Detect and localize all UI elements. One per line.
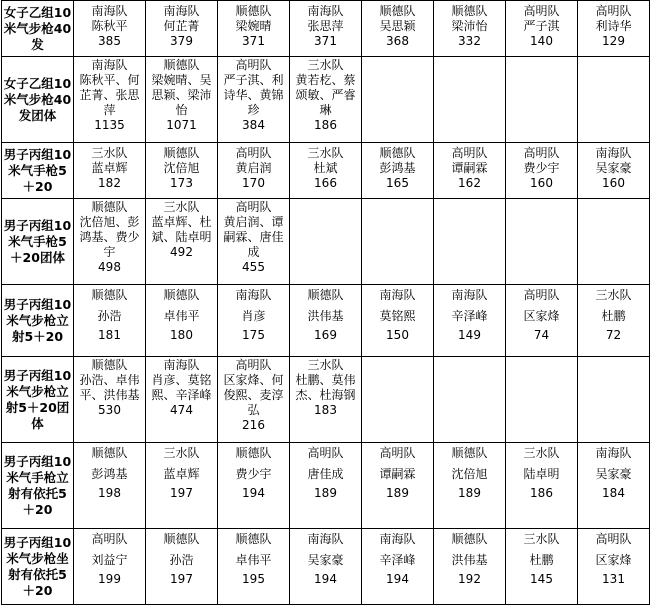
- empty-cell: [434, 357, 506, 443]
- result-row: [2, 443, 650, 529]
- result-cell: [218, 357, 290, 443]
- result-cell: [146, 529, 218, 605]
- result-cell: [290, 1, 362, 57]
- result-cell: [74, 1, 146, 57]
- result-row: [2, 57, 650, 143]
- score: 192: [458, 572, 481, 586]
- athlete-names: 区家烽、何俊熙、麦淳弘: [223, 373, 284, 417]
- result-cell: [146, 443, 218, 529]
- empty-cell: [434, 199, 506, 285]
- athlete-names: 区家烽: [523, 309, 560, 323]
- empty-cell: [578, 57, 650, 143]
- empty-cell: [434, 57, 506, 143]
- score: 189: [314, 486, 337, 500]
- score: 379: [170, 34, 193, 48]
- team-name: 南海队: [163, 358, 200, 372]
- athlete-names: 严子淇、利诗华、黄锦珍: [223, 73, 284, 117]
- score: 184: [602, 486, 625, 500]
- athlete-names: 唐佳成: [307, 467, 344, 481]
- score: 173: [170, 176, 193, 190]
- athlete-names: 吴思颖: [379, 19, 416, 33]
- team-name: 南海队: [307, 532, 344, 546]
- empty-cell: [506, 57, 578, 143]
- result-cell: [290, 285, 362, 357]
- score: 175: [242, 328, 265, 342]
- score: 194: [386, 572, 409, 586]
- score: 197: [170, 572, 193, 586]
- score: 498: [98, 260, 121, 274]
- team-name: 高明队: [91, 532, 128, 546]
- team-name: 三水队: [163, 200, 200, 214]
- result-cell: [218, 285, 290, 357]
- score: 166: [314, 176, 337, 190]
- result-row: [2, 357, 650, 443]
- result-cell: [290, 57, 362, 143]
- team-name: 高明队: [595, 532, 632, 546]
- athlete-names: 杜鹏、莫伟杰、杜海钢: [295, 373, 356, 402]
- team-name: 顺德队: [163, 288, 200, 302]
- team-name: 顺德队: [163, 146, 200, 160]
- athlete-names: 陆卓明: [523, 467, 560, 481]
- score: 474: [170, 403, 193, 417]
- athlete-names: 区家烽: [595, 553, 632, 567]
- athlete-names: 卓伟平: [235, 553, 272, 567]
- team-name: 高明队: [235, 146, 272, 160]
- athlete-names: 何芷菁: [163, 19, 200, 33]
- team-name: 高明队: [307, 446, 344, 460]
- result-cell: [74, 443, 146, 529]
- result-row: [2, 199, 650, 285]
- athlete-names: 杜鹏: [529, 553, 554, 567]
- score: 182: [98, 176, 121, 190]
- score: 195: [242, 572, 265, 586]
- score: 160: [602, 176, 625, 190]
- athlete-names: 蓝卓辉: [91, 161, 128, 175]
- athlete-names: 谭嗣霖: [379, 467, 416, 481]
- team-name: 顺德队: [379, 146, 416, 160]
- result-row: [2, 143, 650, 199]
- team-name: 三水队: [163, 446, 200, 460]
- result-cell: [578, 443, 650, 529]
- team-name: 三水队: [307, 58, 344, 72]
- team-name: 顺德队: [163, 58, 200, 72]
- empty-cell: [290, 199, 362, 285]
- result-cell: [578, 143, 650, 199]
- score: 131: [602, 572, 625, 586]
- team-name: 顺德队: [235, 4, 272, 18]
- team-name: 高明队: [451, 146, 488, 160]
- athlete-names: 孙浩: [169, 553, 194, 567]
- athlete-names: 严子淇: [523, 19, 560, 33]
- team-name: 三水队: [307, 358, 344, 372]
- result-cell: [434, 443, 506, 529]
- score: 385: [98, 34, 121, 48]
- team-name: 顺德队: [91, 200, 128, 214]
- team-name: 南海队: [235, 288, 272, 302]
- team-name: 三水队: [523, 446, 560, 460]
- athlete-names: 洪伟基: [451, 553, 488, 567]
- result-cell: [434, 1, 506, 57]
- team-name: 顺德队: [235, 532, 272, 546]
- result-cell: [74, 199, 146, 285]
- team-name: 南海队: [379, 288, 416, 302]
- result-cell: [218, 529, 290, 605]
- score: 1071: [166, 118, 197, 132]
- athlete-names: 肖彦、莫铭熙、辛泽峰: [151, 373, 212, 402]
- team-name: 南海队: [595, 446, 632, 460]
- score: 332: [458, 34, 481, 48]
- athlete-names: 梁婉晴: [235, 19, 272, 33]
- team-name: 南海队: [91, 4, 128, 18]
- athlete-names: 刘益宁: [91, 553, 128, 567]
- team-name: 顺德队: [91, 358, 128, 372]
- score: 194: [314, 572, 337, 586]
- athlete-names: 利诗华: [595, 19, 632, 33]
- score: 194: [242, 486, 265, 500]
- result-cell: [146, 57, 218, 143]
- score: 186: [314, 118, 337, 132]
- athlete-names: 辛泽峰: [451, 309, 488, 323]
- athlete-names: 费少宇: [523, 161, 560, 175]
- result-cell: [74, 285, 146, 357]
- result-cell: [506, 143, 578, 199]
- result-cell: [506, 1, 578, 57]
- score: 199: [98, 572, 121, 586]
- score: 180: [170, 328, 193, 342]
- athlete-names: 吴家豪: [307, 553, 344, 567]
- team-name: 三水队: [91, 146, 128, 160]
- score: 371: [242, 34, 265, 48]
- score: 129: [602, 34, 625, 48]
- result-cell: [74, 143, 146, 199]
- team-name: 顺德队: [91, 446, 128, 460]
- empty-cell: [362, 57, 434, 143]
- score: 384: [242, 118, 265, 132]
- athlete-names: 蓝卓辉: [163, 467, 200, 481]
- score: 198: [98, 486, 121, 500]
- result-row: [2, 1, 650, 57]
- score: 181: [98, 328, 121, 342]
- score: 368: [386, 34, 409, 48]
- score: 162: [458, 176, 481, 190]
- score: 189: [386, 486, 409, 500]
- result-cell: [506, 285, 578, 357]
- result-cell: [146, 357, 218, 443]
- athlete-names: 彭鸿基: [379, 161, 416, 175]
- result-cell: [434, 285, 506, 357]
- team-name: 高明队: [523, 146, 560, 160]
- score: 216: [242, 418, 265, 432]
- athlete-names: 孙浩、卓伟平、洪伟基: [79, 373, 140, 402]
- result-cell: [578, 1, 650, 57]
- event-category: 男子丙组10米气手枪5＋20团体: [2, 199, 74, 285]
- score: 160: [530, 176, 553, 190]
- result-cell: [506, 529, 578, 605]
- result-cell: [74, 357, 146, 443]
- team-name: 顺德队: [91, 288, 128, 302]
- team-name: 顺德队: [451, 4, 488, 18]
- score: 74: [533, 328, 550, 342]
- team-name: 顺德队: [163, 532, 200, 546]
- result-row: [2, 285, 650, 357]
- team-name: 顺德队: [307, 288, 344, 302]
- score: 169: [314, 328, 337, 342]
- result-cell: [362, 285, 434, 357]
- event-category: 男子丙组10米气步枪立射5＋20: [2, 285, 74, 357]
- athlete-names: 蓝卓辉、杜斌、陆卓明: [151, 215, 212, 244]
- team-name: 南海队: [91, 58, 128, 72]
- athlete-names: 彭鸿基: [91, 467, 128, 481]
- team-name: 南海队: [595, 146, 632, 160]
- athlete-names: 谭嗣霖: [451, 161, 488, 175]
- result-cell: [362, 443, 434, 529]
- result-cell: [434, 529, 506, 605]
- score: 72: [605, 328, 622, 342]
- empty-cell: [578, 199, 650, 285]
- athlete-names: 吴家豪: [595, 161, 632, 175]
- score: 183: [314, 403, 337, 417]
- score: 165: [386, 176, 409, 190]
- empty-cell: [506, 357, 578, 443]
- event-category: 女子乙组10米气步枪40发团体: [2, 57, 74, 143]
- result-cell: [434, 143, 506, 199]
- result-cell: [578, 285, 650, 357]
- athlete-names: 黄启润、谭嗣霖、唐佳成: [223, 215, 284, 259]
- result-cell: [506, 443, 578, 529]
- score: 492: [170, 245, 193, 259]
- score: 140: [530, 34, 553, 48]
- athlete-names: 梁婉晴、吴思颖、梁沛怡: [151, 73, 212, 117]
- result-cell: [218, 143, 290, 199]
- result-cell: [362, 529, 434, 605]
- score: 197: [170, 486, 193, 500]
- athlete-names: 黄若杚、蔡颂敏、严睿琳: [295, 73, 356, 117]
- athlete-names: 沈倍旭、彭鸿基、费少宇: [79, 215, 140, 259]
- result-cell: [74, 529, 146, 605]
- result-cell: [218, 443, 290, 529]
- event-category: 女子乙组10米气步枪40发: [2, 1, 74, 57]
- score: 455: [242, 260, 265, 274]
- athlete-names: 孙浩: [97, 309, 122, 323]
- score: 530: [98, 403, 121, 417]
- result-cell: [74, 57, 146, 143]
- athlete-names: 黄启润: [235, 161, 272, 175]
- event-category: 男子丙组10米气手枪5＋20: [2, 143, 74, 199]
- result-cell: [362, 143, 434, 199]
- team-name: 顺德队: [451, 532, 488, 546]
- result-cell: [146, 1, 218, 57]
- result-cell: [362, 1, 434, 57]
- team-name: 顺德队: [235, 446, 272, 460]
- result-cell: [290, 529, 362, 605]
- score: 170: [242, 176, 265, 190]
- score: 186: [530, 486, 553, 500]
- empty-cell: [362, 199, 434, 285]
- team-name: 南海队: [307, 4, 344, 18]
- athlete-names: 陈秋平、何芷菁、张思萍: [79, 73, 140, 117]
- result-cell: [218, 199, 290, 285]
- team-name: 南海队: [451, 288, 488, 302]
- team-name: 顺德队: [379, 4, 416, 18]
- athlete-names: 卓伟平: [163, 309, 200, 323]
- team-name: 南海队: [163, 4, 200, 18]
- team-name: 三水队: [595, 288, 632, 302]
- athlete-names: 沈倍旭: [451, 467, 488, 481]
- score: 371: [314, 34, 337, 48]
- athlete-names: 杜斌: [313, 161, 338, 175]
- team-name: 高明队: [523, 4, 560, 18]
- score: 189: [458, 486, 481, 500]
- team-name: 高明队: [379, 446, 416, 460]
- event-category: 男子丙组10米气手枪立射有依托5＋20: [2, 443, 74, 529]
- athlete-names: 莫铭熙: [379, 309, 416, 323]
- team-name: 三水队: [523, 532, 560, 546]
- athlete-names: 张思萍: [307, 19, 344, 33]
- result-cell: [578, 529, 650, 605]
- athlete-names: 沈倍旭: [163, 161, 200, 175]
- athlete-names: 辛泽峰: [379, 553, 416, 567]
- result-cell: [146, 199, 218, 285]
- empty-cell: [506, 199, 578, 285]
- team-name: 高明队: [235, 58, 272, 72]
- results-table: [1, 0, 650, 605]
- score: 1135: [94, 118, 125, 132]
- team-name: 高明队: [235, 358, 272, 372]
- athlete-names: 杜鹏: [601, 309, 626, 323]
- score: 150: [386, 328, 409, 342]
- result-row: [2, 529, 650, 605]
- team-name: 高明队: [235, 200, 272, 214]
- score: 149: [458, 328, 481, 342]
- result-cell: [218, 57, 290, 143]
- athlete-names: 吴家豪: [595, 467, 632, 481]
- team-name: 三水队: [307, 146, 344, 160]
- athlete-names: 陈秋平: [91, 19, 128, 33]
- team-name: 高明队: [523, 288, 560, 302]
- team-name: 高明队: [595, 4, 632, 18]
- team-name: 南海队: [379, 532, 416, 546]
- result-cell: [290, 443, 362, 529]
- event-category: 男子丙组10米气步枪立射5＋20团体: [2, 357, 74, 443]
- athlete-names: 洪伟基: [307, 309, 344, 323]
- empty-cell: [362, 357, 434, 443]
- athlete-names: 肖彦: [241, 309, 266, 323]
- score: 145: [530, 572, 553, 586]
- team-name: 顺德队: [451, 446, 488, 460]
- athlete-names: 费少宇: [235, 467, 272, 481]
- empty-cell: [578, 357, 650, 443]
- result-cell: [290, 143, 362, 199]
- result-cell: [290, 357, 362, 443]
- result-cell: [218, 1, 290, 57]
- result-cell: [146, 143, 218, 199]
- result-cell: [146, 285, 218, 357]
- event-category: 男子丙组10米气步枪坐射有依托5＋20: [2, 529, 74, 605]
- athlete-names: 梁沛怡: [451, 19, 488, 33]
